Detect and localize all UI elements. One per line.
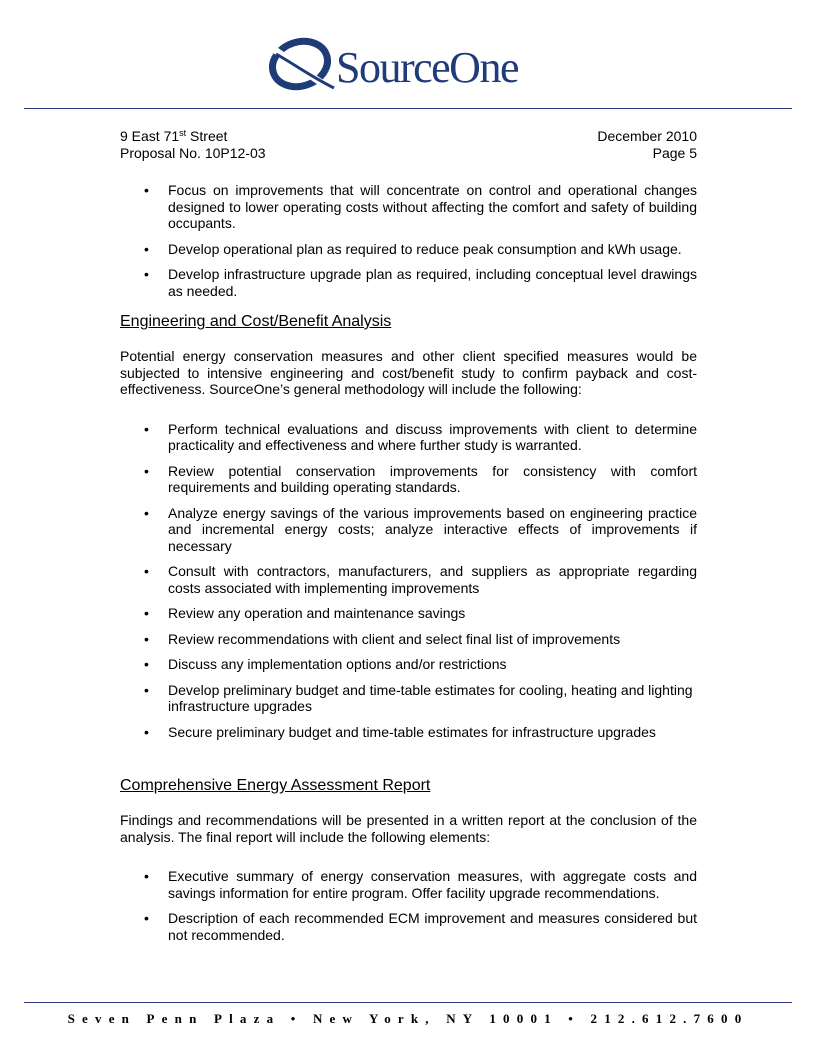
section-heading-report: Comprehensive Energy Assessment Report — [120, 777, 431, 794]
list-item: • Focus on improvements that will concentrate on control and operational changes designed to lower operating costs without affecting the comfort and safety of building occupants. — [120, 182, 697, 232]
footer-divider — [24, 1002, 792, 1003]
list-item: • Discuss any implementation options and/or restrictions — [120, 656, 697, 673]
document-body — [120, 182, 697, 952]
report-bullet-list — [120, 868, 697, 943]
list-item: • Develop operational plan as required to reduce peak consumption and kWh usage. — [120, 241, 697, 258]
footer-address: Seven Penn Plaza • New York, NY 10001 • 212.612.7600 — [67, 1011, 749, 1026]
report-paragraph: Findings and recommendations will be presented in a written report at the conclusion of the analysis. The final report will include the following elements: — [120, 812, 697, 845]
list-item: • Secure preliminary budget and time-table estimates for infrastructure upgrades — [120, 724, 697, 741]
proposal-number: Proposal No. 10P12-03 — [120, 145, 266, 161]
document-date: December 2010 — [597, 128, 697, 144]
swoosh-logo-icon — [266, 34, 338, 100]
logo-text: SourceOne — [336, 43, 518, 92]
list-item: • Description of each recommended ECM improvement and measures considered but not recommended. — [120, 910, 697, 943]
list-item: • Review recommendations with client and select final list of improvements — [120, 631, 697, 648]
list-item: • Perform technical evaluations and discuss improvements with client to determine practicality and effectiveness and where further study is warranted. — [120, 421, 697, 454]
list-item: • Review potential conservation improvements for consistency with comfort requirements and building operating standards. — [120, 463, 697, 496]
list-item: • Analyze energy savings of the various improvements based on engineering practice and incremental energy costs; analyze interactive effects of improvements if necessary — [120, 505, 697, 555]
list-item: • Develop infrastructure upgrade plan as required, including conceptual level drawings as needed. — [120, 266, 697, 299]
section-heading-engineering: Engineering and Cost/Benefit Analysis — [120, 313, 392, 330]
list-item: • Consult with contractors, manufacturers, and suppliers as appropriate regarding costs associated with implementing improvements — [120, 563, 697, 596]
address: 9 East 71st Street — [120, 128, 228, 144]
engineering-bullet-list — [120, 421, 697, 741]
page-number: Page 5 — [652, 145, 697, 161]
header-divider — [24, 108, 792, 109]
engineering-paragraph: Potential energy conservation measures and other client specified measures would be subjected to intensive engineering and cost/benefit study to confirm payback and cost-effectiveness. SourceOne’s general methodology will include the following: — [120, 348, 697, 397]
company-logo — [266, 34, 556, 100]
list-item: • Review any operation and maintenance savings — [120, 605, 697, 622]
intro-bullet-list — [120, 182, 697, 299]
list-item: • Executive summary of energy conservation measures, with aggregate costs and savings information for entire program. Offer facility upgrade recommendations. — [120, 868, 697, 901]
list-item: • Develop preliminary budget and time-table estimates for cooling, heating and lighting infrastructure upgrades — [120, 682, 697, 715]
